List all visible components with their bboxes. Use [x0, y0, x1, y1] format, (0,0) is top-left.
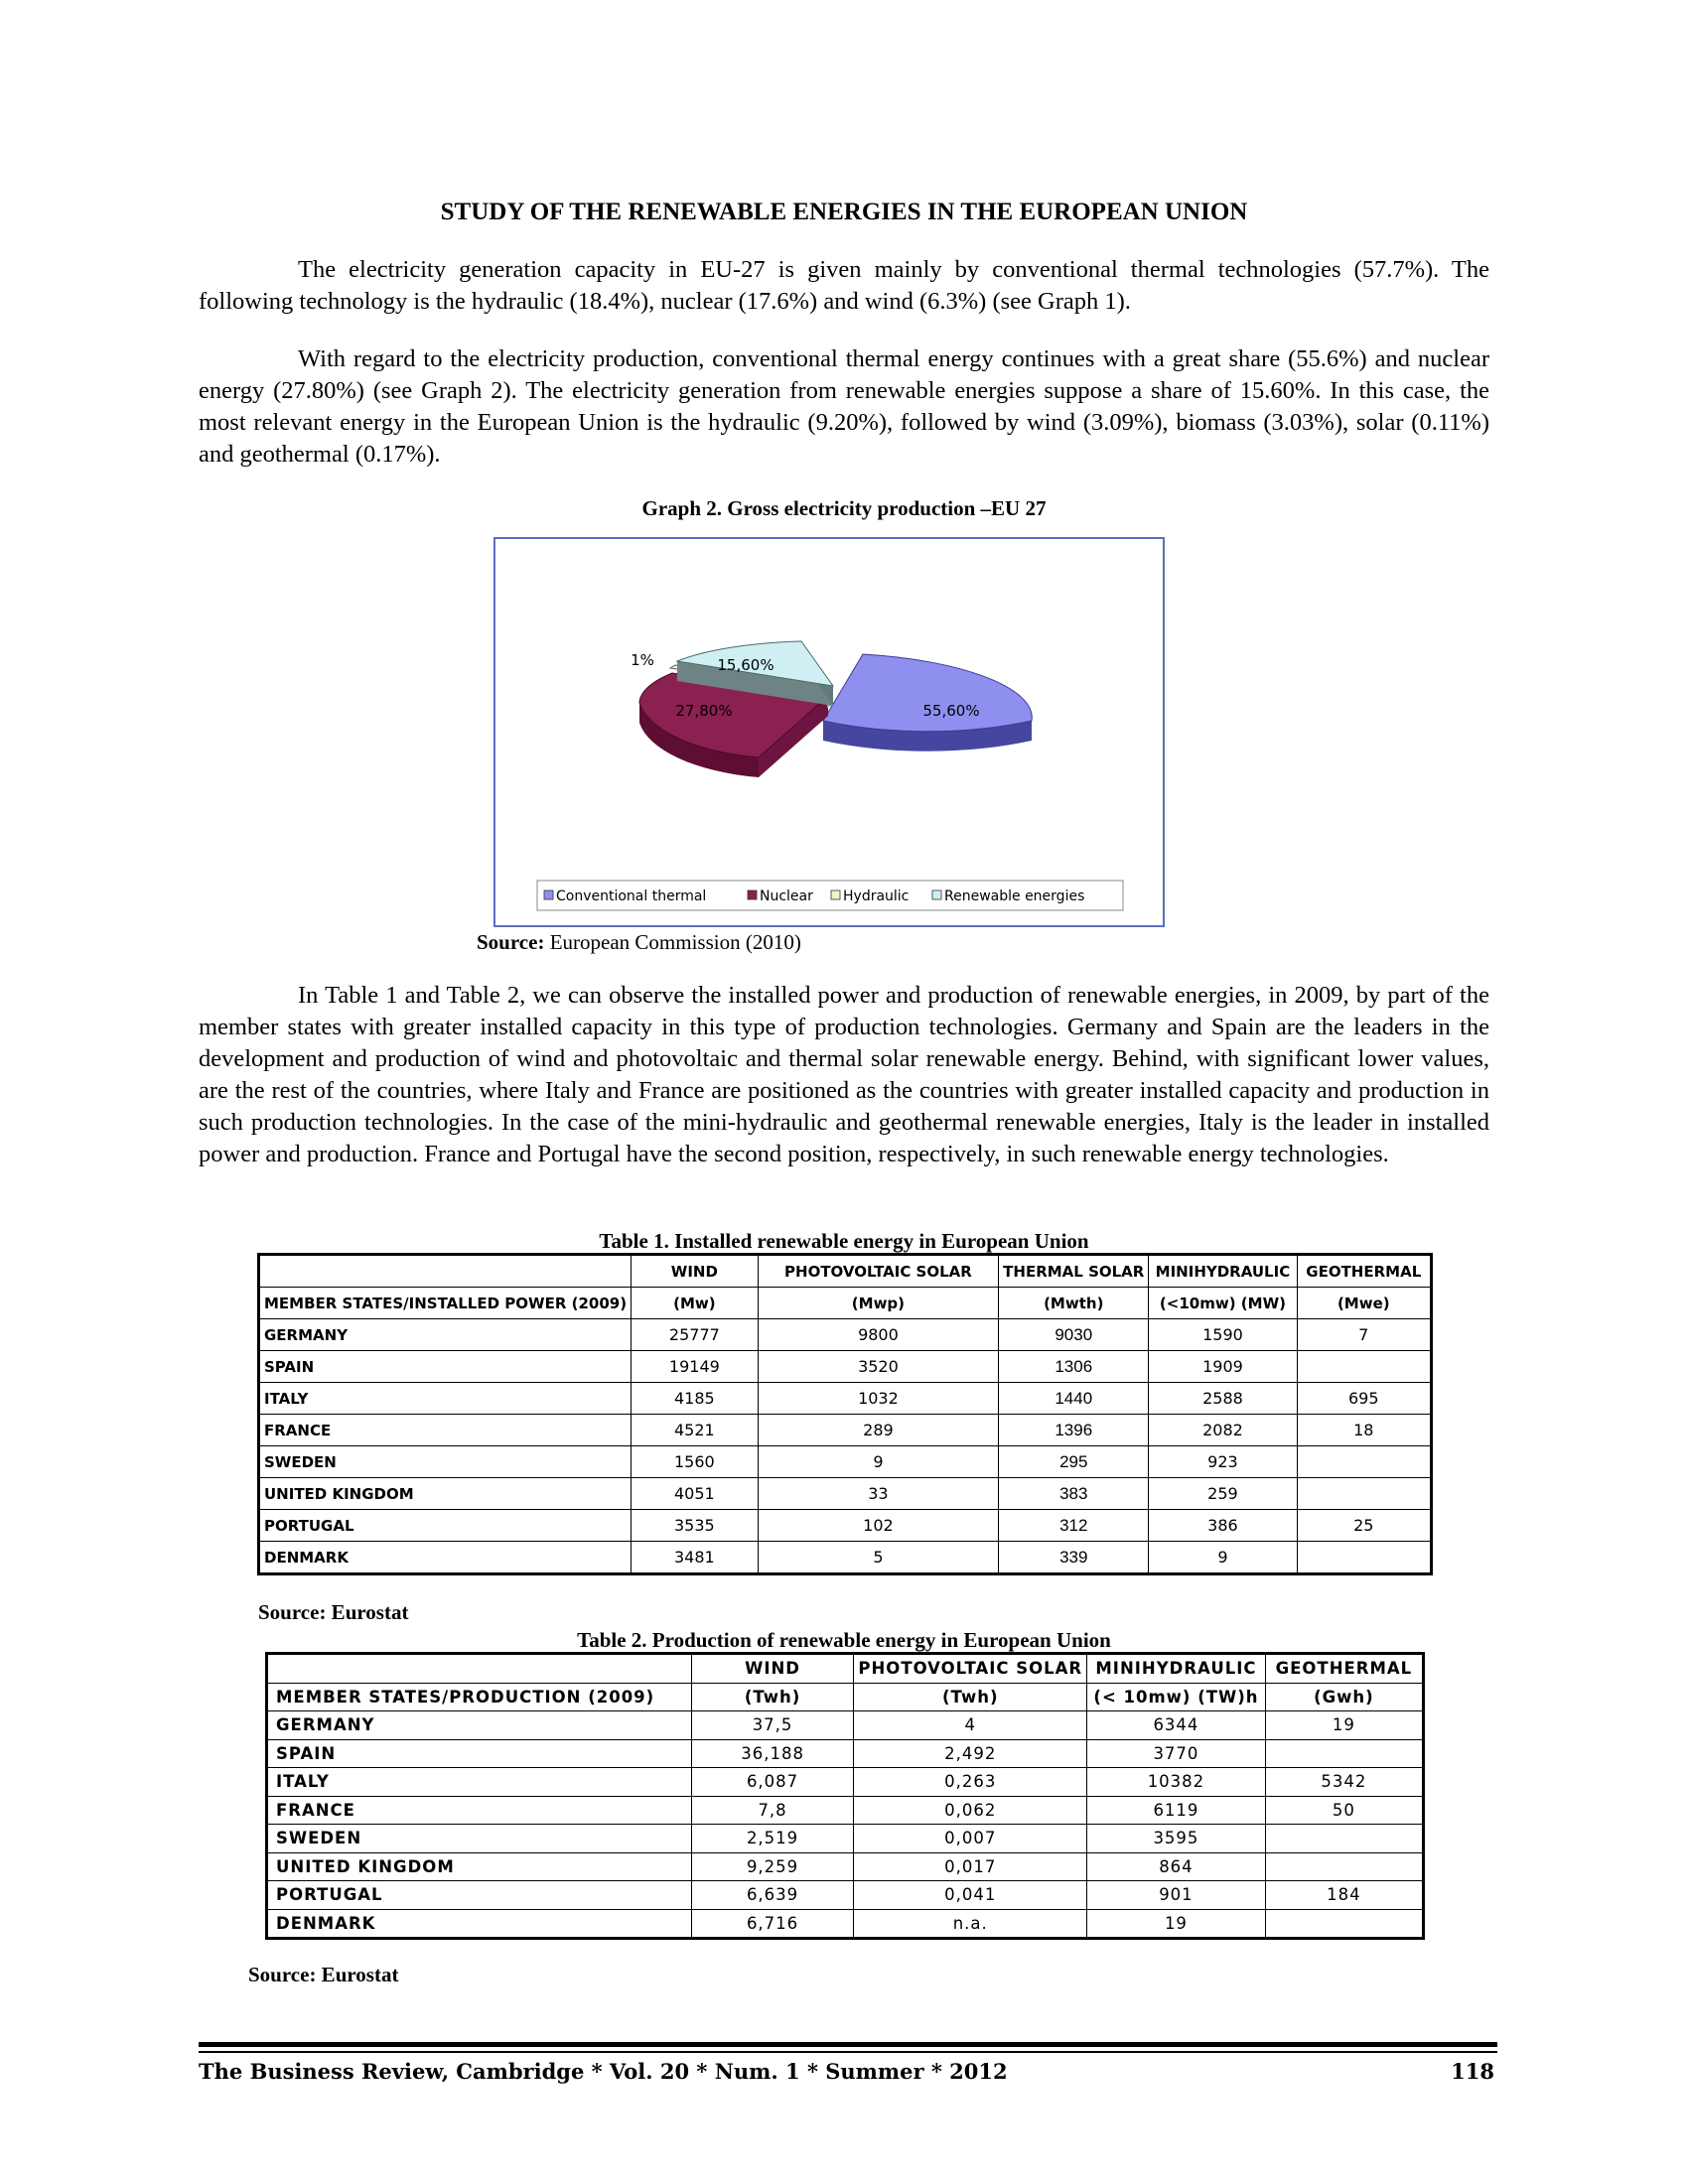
- table-cell: 259: [1149, 1478, 1297, 1510]
- table-cell: [1265, 1739, 1423, 1768]
- table2-header-cell: (Twh): [691, 1683, 854, 1711]
- table-cell: 312: [999, 1510, 1149, 1542]
- footer-rule-thick: [199, 2042, 1497, 2047]
- table2-caption: Table 2. Production of renewable energy in European Union: [577, 1628, 1111, 1652]
- table-cell: 2,519: [691, 1825, 854, 1853]
- slice-conventional-thermal-top: [823, 654, 1032, 732]
- table-cell: 4: [854, 1711, 1087, 1740]
- table-cell: 0,062: [854, 1796, 1087, 1825]
- table-cell: 25777: [632, 1319, 759, 1351]
- table-cell: 33: [758, 1478, 999, 1510]
- table2-header-cell: (Gwh): [1265, 1683, 1423, 1711]
- article-title: STUDY OF THE RENEWABLE ENERGIES IN THE EUROPEAN UNION: [440, 199, 1248, 225]
- row-label: SWEDEN: [259, 1446, 632, 1478]
- table-row: [259, 1478, 1432, 1510]
- table-cell: 6,716: [691, 1909, 854, 1939]
- table2-header-cell: WIND: [691, 1654, 854, 1684]
- table-cell: 0,263: [854, 1768, 1087, 1797]
- row-label: FRANCE: [259, 1415, 632, 1446]
- table1-header-cell: THERMAL SOLAR: [999, 1255, 1149, 1288]
- table-cell: 50: [1265, 1796, 1423, 1825]
- table1-header-cell: (Mwe): [1297, 1288, 1431, 1319]
- pie-chart: [495, 539, 1163, 925]
- table-cell: 695: [1297, 1383, 1431, 1415]
- table1-header-row2: [259, 1288, 1432, 1319]
- table-cell: 2082: [1149, 1415, 1297, 1446]
- table-cell: [1297, 1351, 1431, 1383]
- row-label: ITALY: [259, 1383, 632, 1415]
- data-label-hydraulic: 1%: [631, 651, 654, 669]
- table-cell: 10382: [1087, 1768, 1266, 1797]
- table-row: [259, 1446, 1432, 1478]
- paragraph-2: With regard to the electricity production, conventional thermal energy continues with a great share (55.6%) and nuclear energy (27.80%) (see Graph 2). The electricity generation from renewable energies suppose a share of 15.60%. In this case, the most relevant energy in the European Union is the hydraulic (9.20%), followed by wind (3.09%), biomass (3.03%), solar (0.11%) and geothermal (0.17%).: [199, 345, 1489, 468]
- table2-header-cell: GEOTHERMAL: [1265, 1654, 1423, 1684]
- row-label: UNITED KINGDOM: [259, 1478, 632, 1510]
- page-number: 118: [1451, 2059, 1494, 2084]
- table-row: [259, 1319, 1432, 1351]
- table-cell: 2,492: [854, 1739, 1087, 1768]
- table-row: [267, 1796, 1424, 1825]
- table-cell: 3520: [758, 1351, 999, 1383]
- table-cell: 9030: [999, 1319, 1149, 1351]
- table1-source: [258, 1600, 408, 1625]
- table1-header-cell: (<10mw) (MW): [1149, 1288, 1297, 1319]
- table2-header-cell: (Twh): [854, 1683, 1087, 1711]
- table-cell: 4051: [632, 1478, 759, 1510]
- table-row: [267, 1711, 1424, 1740]
- table2-header-cell: [267, 1654, 692, 1684]
- row-label: PORTUGAL: [259, 1510, 632, 1542]
- graph-caption: Graph 2. Gross electricity production –EU 27: [641, 496, 1047, 520]
- table-cell: 4185: [632, 1383, 759, 1415]
- table1-header-cell: (Mwp): [758, 1288, 999, 1319]
- table-cell: 1560: [632, 1446, 759, 1478]
- footer-rule-thin: [199, 2051, 1497, 2053]
- table-cell: 9,259: [691, 1852, 854, 1881]
- table-cell: 36,188: [691, 1739, 854, 1768]
- paragraph-3: In Table 1 and Table 2, we can observe the installed power and production of renewable energies, in 2009, by part of the member states with greater installed capacity in this type of production technologies. Germany and Spain are the leaders in the development and production of wind and photovoltaic and thermal solar renewable energy. Behind, with significant lower values, are the rest of the countries, where Italy and France are positioned as the countries with greater installed capacity and production in such production technologies. In the case of the mini-hydraulic and geothermal renewable energies, Italy is the leader in installed power and production. France and Portugal have the second position, respectively, in such renewable energy technologies.: [199, 982, 1489, 1167]
- table-cell: 3481: [632, 1542, 759, 1574]
- legend-swatch-hydraulic: [831, 890, 840, 899]
- table-cell: 1440: [999, 1383, 1149, 1415]
- row-label: SWEDEN: [267, 1825, 692, 1853]
- table-cell: n.a.: [854, 1909, 1087, 1939]
- legend-swatch-conventional: [544, 890, 553, 899]
- table-cell: 339: [999, 1542, 1149, 1574]
- table-cell: 9: [1149, 1542, 1297, 1574]
- table-cell: 0,007: [854, 1825, 1087, 1853]
- table-cell: 386: [1149, 1510, 1297, 1542]
- table2-source: [248, 1963, 398, 1987]
- table-cell: 6119: [1087, 1796, 1266, 1825]
- table-cell: 2588: [1149, 1383, 1297, 1415]
- table-cell: 5342: [1265, 1768, 1423, 1797]
- table-row: [267, 1852, 1424, 1881]
- legend-label-renewable: Renewable energies: [944, 888, 1085, 904]
- table-row: [259, 1383, 1432, 1415]
- table-cell: 3535: [632, 1510, 759, 1542]
- table-cell: 19: [1265, 1711, 1423, 1740]
- table-row: [267, 1881, 1424, 1910]
- table-row: [267, 1825, 1424, 1853]
- table1-header-cell: (Mwth): [999, 1288, 1149, 1319]
- data-label-nuclear: 27,80%: [675, 702, 733, 720]
- row-label: FRANCE: [267, 1796, 692, 1825]
- table-cell: 102: [758, 1510, 999, 1542]
- data-label-renewable: 15,60%: [717, 656, 774, 674]
- table2-header-cell: MEMBER STATES/PRODUCTION (2009): [267, 1683, 692, 1711]
- row-label: GERMANY: [259, 1319, 632, 1351]
- table-row: [267, 1768, 1424, 1797]
- table-cell: [1265, 1825, 1423, 1853]
- chart-legend: [537, 881, 1123, 910]
- legend-label-conventional: Conventional thermal: [556, 888, 707, 904]
- legend-label-nuclear: Nuclear: [760, 888, 813, 904]
- table-cell: 295: [999, 1446, 1149, 1478]
- table-cell: 923: [1149, 1446, 1297, 1478]
- table1-header-row1: [259, 1255, 1432, 1288]
- table1: [257, 1253, 1433, 1575]
- table1-header-cell: [259, 1255, 632, 1288]
- table-cell: 7: [1297, 1319, 1431, 1351]
- table-cell: [1297, 1478, 1431, 1510]
- table-cell: 0,041: [854, 1881, 1087, 1910]
- table-cell: 289: [758, 1415, 999, 1446]
- row-label: GERMANY: [267, 1711, 692, 1740]
- table-row: [267, 1909, 1424, 1939]
- row-label: DENMARK: [267, 1909, 692, 1939]
- table-cell: 6,639: [691, 1881, 854, 1910]
- table2-header-row1: [267, 1654, 1424, 1684]
- table1-header-cell: MINIHYDRAULIC: [1149, 1255, 1297, 1288]
- row-label: DENMARK: [259, 1542, 632, 1574]
- table1-header-cell: PHOTOVOLTAIC SOLAR: [758, 1255, 999, 1288]
- journal-footer: The Business Review, Cambridge * Vol. 20 * Num. 1 * Summer * 2012: [199, 2059, 1008, 2084]
- table-cell: 1032: [758, 1383, 999, 1415]
- table-row: [259, 1415, 1432, 1446]
- table-cell: 25: [1297, 1510, 1431, 1542]
- table2-header-cell: (< 10mw) (TW)h: [1087, 1683, 1266, 1711]
- legend-swatch-renewable: [932, 890, 941, 899]
- table1-header-cell: GEOTHERMAL: [1297, 1255, 1431, 1288]
- table-cell: 1306: [999, 1351, 1149, 1383]
- table1-header-cell: WIND: [632, 1255, 759, 1288]
- legend-swatch-nuclear: [748, 890, 757, 899]
- table-row: [259, 1351, 1432, 1383]
- table-cell: 1396: [999, 1415, 1149, 1446]
- legend-label-hydraulic: Hydraulic: [843, 888, 910, 904]
- table-cell: 4521: [632, 1415, 759, 1446]
- table-cell: [1297, 1446, 1431, 1478]
- table-cell: 1909: [1149, 1351, 1297, 1383]
- table-cell: 19: [1087, 1909, 1266, 1939]
- table2: [265, 1652, 1425, 1940]
- table1-source-label: Source: Eurostat: [258, 1600, 409, 1624]
- table2-header-cell: MINIHYDRAULIC: [1087, 1654, 1266, 1684]
- table-cell: 6,087: [691, 1768, 854, 1797]
- table-cell: [1297, 1542, 1431, 1574]
- pie-chart-frame: [493, 537, 1165, 927]
- row-label: PORTUGAL: [267, 1881, 692, 1910]
- table1-header-cell: (Mw): [632, 1288, 759, 1319]
- table-cell: [1265, 1852, 1423, 1881]
- row-label: ITALY: [267, 1768, 692, 1797]
- graph-source-text: European Commission (2010): [544, 930, 801, 954]
- table-cell: 864: [1087, 1852, 1266, 1881]
- table-cell: 3595: [1087, 1825, 1266, 1853]
- row-label: SPAIN: [259, 1351, 632, 1383]
- table-cell: 7,8: [691, 1796, 854, 1825]
- graph-source-label: Source:: [477, 930, 545, 954]
- table-row: [267, 1739, 1424, 1768]
- table2-header-row2: [267, 1683, 1424, 1711]
- table-cell: 37,5: [691, 1711, 854, 1740]
- paragraph-1: The electricity generation capacity in EU-27 is given mainly by conventional thermal technologies (57.7%). The following technology is the hydraulic (18.4%), nuclear (17.6%) and wind (6.3%) (see Graph 1).: [199, 256, 1489, 315]
- table-cell: 901: [1087, 1881, 1266, 1910]
- table-row: [259, 1510, 1432, 1542]
- table-cell: 18: [1297, 1415, 1431, 1446]
- table-cell: 9800: [758, 1319, 999, 1351]
- table-cell: 1590: [1149, 1319, 1297, 1351]
- table1-caption: Table 1. Installed renewable energy in European Union: [599, 1229, 1089, 1253]
- table2-source-label: Source: Eurostat: [248, 1963, 399, 1986]
- table-cell: [1265, 1909, 1423, 1939]
- row-label: UNITED KINGDOM: [267, 1852, 692, 1881]
- graph-source: [477, 930, 801, 955]
- table1-header-cell: MEMBER STATES/INSTALLED POWER (2009): [259, 1288, 632, 1319]
- table-row: [259, 1542, 1432, 1574]
- table2-header-cell: PHOTOVOLTAIC SOLAR: [854, 1654, 1087, 1684]
- table-cell: 383: [999, 1478, 1149, 1510]
- table-cell: 3770: [1087, 1739, 1266, 1768]
- row-label: SPAIN: [267, 1739, 692, 1768]
- table-cell: 9: [758, 1446, 999, 1478]
- table-cell: 19149: [632, 1351, 759, 1383]
- table-cell: 5: [758, 1542, 999, 1574]
- data-label-conventional: 55,60%: [922, 702, 980, 720]
- table-cell: 184: [1265, 1881, 1423, 1910]
- table-cell: 6344: [1087, 1711, 1266, 1740]
- table-cell: 0,017: [854, 1852, 1087, 1881]
